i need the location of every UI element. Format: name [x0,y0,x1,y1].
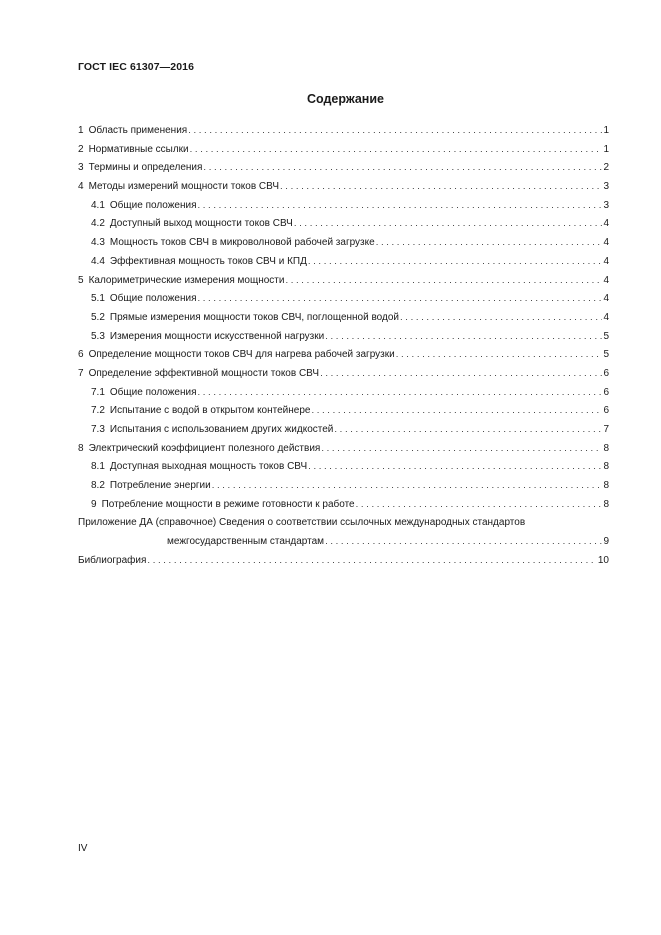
toc-entry-page: 5 [603,330,609,342]
toc-entry-label [78,272,284,291]
dot-leader [334,421,602,440]
dot-leader [203,159,602,178]
toc-entry-title: Определение эффективной мощности токов СВЧ [88,367,320,379]
toc-entry[interactable] [78,141,609,160]
toc-entry-title: Прямые измерения мощности токов СВЧ, поглощенной водой [109,311,400,323]
dot-leader [285,272,602,291]
dot-leader [308,253,603,272]
toc-entry-number: 7.2 [91,405,105,417]
dot-leader [325,533,602,552]
toc-entry[interactable] [78,272,609,291]
toc-entry-label [91,215,293,234]
toc-entry-label [78,365,319,384]
toc-entry-number: 5 [78,274,84,286]
toc-entry-number: 2 [78,143,84,155]
toc-entry-title: Нормативные ссылки [88,143,189,155]
toc-entry-label [91,290,197,309]
dot-leader [321,440,602,459]
toc-entry[interactable] [78,234,609,253]
toc-entry-page: 4 [603,218,609,230]
toc-entry-number: 4.2 [91,218,105,230]
toc-entry[interactable] [78,290,609,309]
bibliography-page: 10 [597,554,609,566]
dot-leader [280,178,602,197]
dot-leader [376,234,603,253]
toc-entry[interactable] [78,253,609,272]
toc-entry-page: 6 [603,405,609,417]
toc-entry-page: 1 [603,143,609,155]
toc-entry-label [91,384,197,403]
bibliography-entry[interactable] [78,552,609,571]
toc-entry-label [78,440,320,459]
dot-leader [198,197,603,216]
toc-entry-title: Термины и определения [88,162,203,174]
toc-entry-title: Измерения мощности искусственной нагрузки [109,330,325,342]
toc-entry-title: Калориметрические измерения мощности [88,274,285,286]
toc-entry-title: Общие положения [109,199,197,211]
page-number: IV [78,843,88,854]
toc-entry-number: 5.3 [91,330,105,342]
toc-entry[interactable] [78,309,609,328]
toc-entry-title: Потребление энергии [109,480,211,492]
toc-entry-label [78,346,395,365]
toc-entry-number: 8.1 [91,461,105,473]
toc-entry[interactable] [78,346,609,365]
toc-entry[interactable] [78,122,609,141]
dot-leader [188,122,602,141]
toc-entry-label [91,421,333,440]
toc-entry-page: 2 [603,162,609,174]
toc-entry-number: 8.2 [91,480,105,492]
toc-entry[interactable] [78,384,609,403]
toc-entry-page: 4 [603,293,609,305]
toc-entry-title: Доступная выходная мощность токов СВЧ [109,461,308,473]
toc-entry-label [91,197,197,216]
toc-entry-number: 4.3 [91,237,105,249]
toc-entry-title: Испытание с водой в открытом контейнере [109,405,311,417]
toc-entry-page: 1 [603,125,609,136]
dot-leader [356,496,603,515]
toc-entry[interactable] [78,178,609,197]
page-title: Содержание [306,92,384,106]
dot-leader [294,215,603,234]
annex-entry-line1[interactable]: Приложение ДА (справочное) Сведения о соответствии ссылочных международных стандартов [78,517,526,529]
dot-leader [212,477,603,496]
toc-entry-page: 4 [603,274,609,286]
toc-entry-number: 6 [78,349,84,361]
toc-entry-title: Потребление мощности в режиме готовности к работе [101,498,355,510]
dot-leader [400,309,602,328]
toc-entry-number: 7 [78,367,84,379]
dot-leader [198,384,603,403]
toc-entry-page: 8 [603,480,609,492]
toc-entry[interactable] [78,440,609,459]
toc-entry-number: 8 [78,442,84,454]
dot-leader [325,328,602,347]
toc-entry[interactable] [78,365,609,384]
toc-entry-page: 3 [603,199,609,211]
toc-entry-number: 9 [91,498,97,510]
toc-entry-number: 7.1 [91,386,105,398]
dot-leader [190,141,603,160]
annex-entry-page: 9 [603,536,609,548]
toc-entry-label [91,458,307,477]
toc-entry-label [91,328,324,347]
toc-entry-title: Доступный выход мощности токов СВЧ [109,218,293,230]
toc-entry-page: 8 [603,442,609,454]
toc-entry-label [91,234,375,253]
dot-leader [311,402,602,421]
toc-entry-label [78,122,187,141]
toc-entry-number: 5.2 [91,311,105,323]
annex-entry-title: межгосударственным стандартам [167,536,325,548]
toc-entry-number: 4.1 [91,199,105,211]
toc-entry[interactable] [78,197,609,216]
toc-entry-title: Эффективная мощность токов СВЧ и КПД [109,255,307,267]
dot-leader [320,365,602,384]
toc-entry[interactable] [78,328,609,347]
toc-entry-label [91,477,211,496]
toc-entry-page: 4 [603,255,609,267]
dot-leader [198,290,603,309]
toc-entry-label [78,159,202,178]
document-header: ГОСТ IEC 61307—2016 [78,61,195,73]
toc-entry-title: Электрический коэффициент полезного действия [88,442,321,454]
dot-leader [308,458,602,477]
toc-entry-title: Общие положения [109,293,197,305]
toc-entry[interactable] [78,477,609,496]
toc-entry-label [78,141,189,160]
toc-entry-page: 6 [603,367,609,379]
toc-entry-title: Область применения [88,125,188,136]
toc-entry-label [91,402,310,421]
toc-entry-label [91,253,307,272]
toc-entry-title: Испытания с использованием других жидкостей [109,424,334,435]
toc-entry-page: 6 [603,386,609,398]
dot-leader [147,552,596,571]
toc-entry-label [78,178,279,197]
toc-entry-page: 8 [603,461,609,473]
toc-entry[interactable] [78,421,609,440]
toc-entry-title: Определение мощности токов СВЧ для нагрева рабочей загрузки [88,349,395,361]
toc-entry[interactable] [78,496,609,515]
toc-entry[interactable] [78,159,609,178]
toc-entry-page: 8 [603,498,609,510]
toc-entry-title: Методы измерений мощности токов СВЧ [88,181,280,193]
toc-entry-number: 4 [78,181,84,193]
toc-entry-page: 7 [603,424,609,435]
bibliography-title: Библиография [78,554,147,566]
toc-entry-page: 3 [603,181,609,193]
toc-entry-page: 5 [603,349,609,361]
toc-entry-number: 3 [78,162,84,174]
table-of-contents [78,122,609,571]
toc-entry-title: Общие положения [109,386,197,398]
toc-entry-page: 4 [603,311,609,323]
toc-entry-number: 5.1 [91,293,105,305]
toc-entry[interactable] [78,402,609,421]
toc-entry-label [91,309,399,328]
toc-entry-page: 4 [603,237,609,249]
toc-entry-number: 1 [78,125,84,136]
toc-entry[interactable] [78,215,609,234]
toc-entry[interactable] [78,458,609,477]
toc-entry-number: 4.4 [91,255,105,267]
dot-leader [396,346,603,365]
toc-entry-title: Мощность токов СВЧ в микроволновой рабочей загрузке [109,237,375,249]
annex-entry-line2[interactable] [78,533,609,552]
toc-entry-label [91,496,355,515]
toc-entry-number: 7.3 [91,424,105,435]
